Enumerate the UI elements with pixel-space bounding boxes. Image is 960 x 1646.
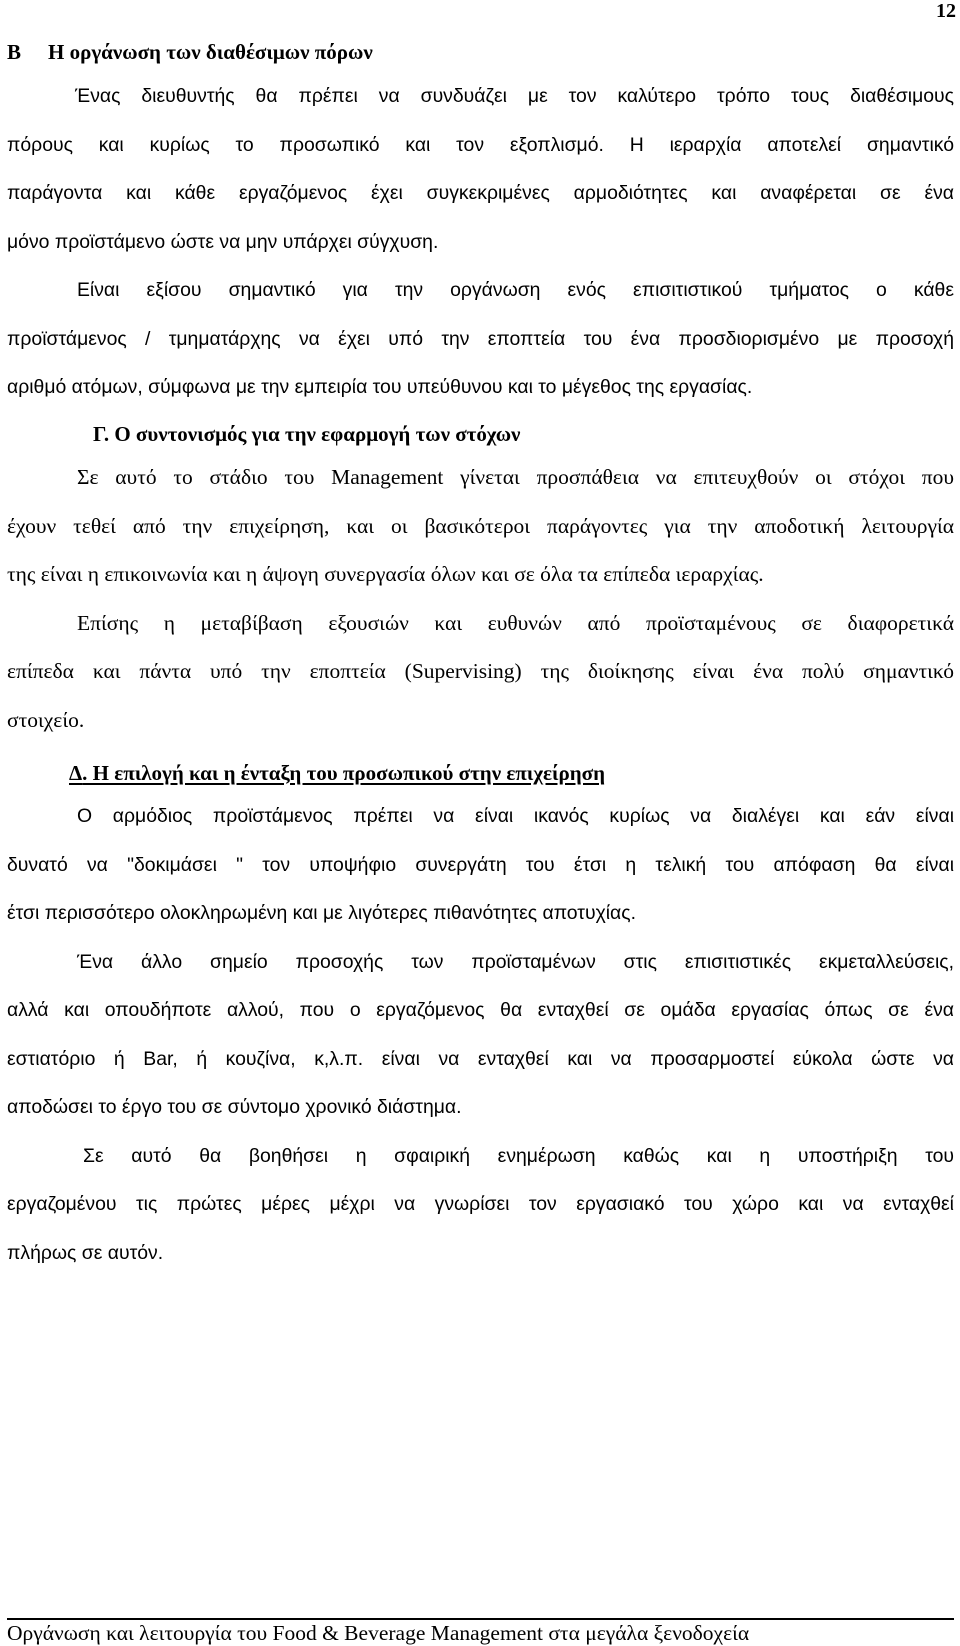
paragraph-line: αριθμό ατόμων, σύμφωνα με την εμπειρία του υπεύθυνου και το μέγεθος της εργασίας. xyxy=(7,376,753,398)
paragraph-line: αποδώσει το έργο του σε σύντομο χρονικό διάστημα. xyxy=(7,1096,462,1118)
paragraph-line: παράγοντα και κάθε εργαζόμενος έχει συγκεκριμένες αρμοδιότητες και αναφέρεται σε ένα xyxy=(7,182,954,204)
section-d-letter: Δ xyxy=(69,761,83,785)
paragraph-line: Ένας διευθυντής θα πρέπει να συνδυάζει με τον καλύτερο τρόπο τους διαθέσιμους xyxy=(75,85,954,107)
section-g xyxy=(7,418,954,744)
paragraph-line: πόρους και κυρίως το προσωπικό και τον εξοπλισμό. Η ιεραρχία αποτελεί σημαντικό xyxy=(7,133,954,156)
paragraph-line: Σε αυτό θα βοηθήσει η σφαιρική ενημέρωση καθώς και η υποστήριξη του xyxy=(83,1144,954,1167)
paragraph-line: Ένα άλλο σημείο προσοχής των προϊσταμένων στις επισιτιστικές εκμεταλλεύσεις, xyxy=(77,950,954,973)
section-d-paragraph-1 xyxy=(7,792,954,938)
paragraph-line: αλλά και οπουδήποτε αλλού, που ο εργαζόμενος θα ενταχθεί σε ομάδα εργασίας όπως σε ένα xyxy=(7,999,954,1021)
paragraph-line: έτσι περισσότερο ολοκληρωμένη και με λιγότερες πιθανότητες αποτυχίας. xyxy=(7,902,637,924)
section-d xyxy=(7,757,954,1277)
section-g-title: Γ. Ο συντονισμός για την εφαρμογή των στόχων xyxy=(93,422,521,446)
paragraph-line: έχουν τεθεί από την επιχείρηση, και οι βασικότεροι παράγοντες για την αποδοτική λειτουργία xyxy=(7,513,954,538)
section-b-title: Η οργάνωση των διαθέσιμων πόρων xyxy=(48,40,373,64)
paragraph-line: μόνο προϊστάμενο ώστε να μην υπάρχει σύγχυση. xyxy=(7,230,439,253)
section-b-letter: B xyxy=(7,40,22,64)
paragraph-line: προϊστάμενος / τμηματάρχης να έχει υπό την εποπτεία του ένα προσδιορισμένο με προσοχή xyxy=(7,327,954,350)
paragraph-line: στοιχείο. xyxy=(7,707,85,732)
paragraph-line: δυνατό να "δοκιμάσει " τον υποψήφιο συνεργάτη του έτσι η τελική του απόφαση θα είναι xyxy=(7,853,954,876)
page-number: 12 xyxy=(936,0,956,22)
paragraph-line: Σε αυτό το στάδιο του Management γίνεται προσπάθεια να επιτευχθούν οι στόχοι που xyxy=(77,465,954,489)
section-d-paragraph-2 xyxy=(7,938,954,1132)
section-d-heading xyxy=(7,757,954,790)
paragraph-line: Ο αρμόδιος προϊστάμενος πρέπει να είναι ικανός κυρίως να διαλέγει και εάν είναι xyxy=(77,805,954,827)
paragraph-line: επίπεδα και πάντα υπό την εποπτεία (Supervising) της διοίκησης είναι ένα πολύ σημαντικό xyxy=(7,659,954,683)
section-g-paragraph-2 xyxy=(7,599,954,745)
paragraph-line: εστιατόριο ή Bar, ή κουζίνα, κ,λ.π. είναι να ενταχθεί και να προσαρμοστεί εύκολα ώστε να xyxy=(7,1047,954,1070)
section-g-paragraph-1 xyxy=(7,453,954,599)
section-b-paragraph-1 xyxy=(7,72,954,266)
paragraph-line: της είναι η επικοινωνία και η άψογη συνεργασία όλων και σε όλα τα επίπεδα ιεραρχίας. xyxy=(7,562,764,586)
section-g-heading xyxy=(7,418,954,451)
section-b-heading xyxy=(7,36,954,69)
section-d-paragraph-3 xyxy=(7,1132,954,1278)
page-footer: Οργάνωση και λειτουργία του Food & Beverage Management στα μεγάλα ξενοδοχεία xyxy=(7,1621,750,1645)
section-d-title: . Η επιλογή και η ένταξη του προσωπικού στην επιχείρηση xyxy=(82,761,606,785)
paragraph-line: εργαζομένου τις πρώτες μέρες μέχρι να γνωρίσει τον εργασιακό του χώρο και να ενταχθεί xyxy=(7,1193,954,1215)
section-b-paragraph-2 xyxy=(7,266,954,412)
paragraph-line: πλήρως σε αυτόν. xyxy=(7,1241,164,1264)
paragraph-line: Επίσης η μεταβίβαση εξουσιών και ευθυνών από προϊσταμένους σε διαφορετικά xyxy=(77,610,954,635)
section-b xyxy=(7,36,954,412)
paragraph-line: Είναι εξίσου σημαντικό για την οργάνωση ενός επισιτιστικού τμήματος ο κάθε xyxy=(77,279,954,301)
